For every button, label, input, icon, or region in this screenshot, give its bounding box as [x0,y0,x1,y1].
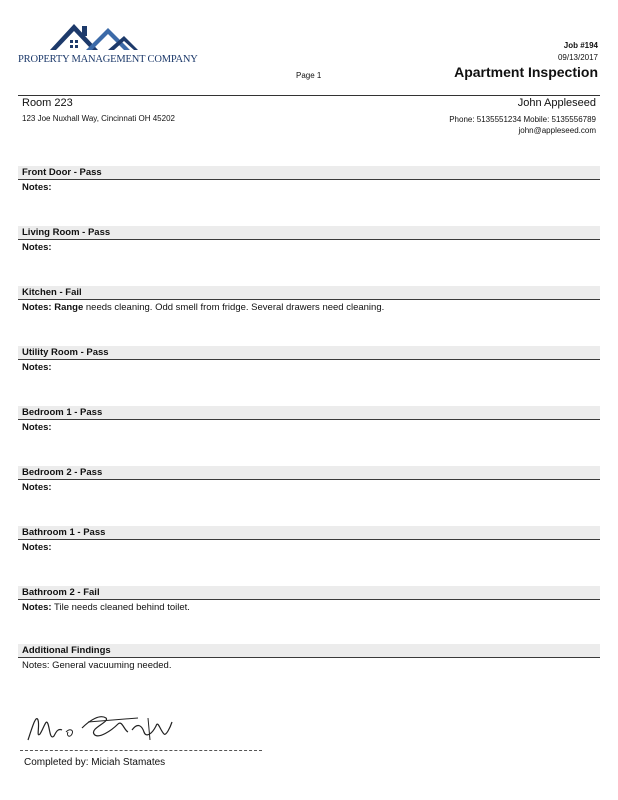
notes-label: Notes: [22,482,52,493]
house-roofs-icon [48,18,140,52]
notes-highlight: Range [54,302,84,313]
section-title: Utility Room - Pass [18,346,600,360]
signature-image [20,700,180,748]
section-utility-room [18,346,600,386]
section-bedroom-1 [18,406,600,446]
job-info [558,40,598,64]
section-title: Living Room - Pass [18,226,600,240]
section-notes [18,361,600,375]
notes-label: Notes: [22,362,52,373]
section-title: Bedroom 1 - Pass [18,406,600,420]
contact-block [449,97,596,136]
document-title: Apartment Inspection [454,64,598,80]
notes-label: Notes: [22,422,52,433]
section-notes [18,481,600,495]
section-notes [18,241,600,255]
section-front-door [18,166,600,206]
section-title: Bathroom 2 - Fail [18,586,600,600]
company-logo [18,18,198,72]
signature-line [20,750,262,751]
section-notes [18,601,600,615]
notes-text: Tile needs cleaned behind toilet. [54,602,190,613]
section-notes [18,181,600,195]
section-title: Bedroom 2 - Pass [18,466,600,480]
room-name: Room 223 [22,97,73,109]
notes-label: Notes: [22,602,52,613]
section-title: Bathroom 1 - Pass [18,526,600,540]
notes-label: Notes: [22,302,52,313]
section-notes [18,541,600,555]
section-title: Kitchen - Fail [18,286,600,300]
section-bathroom-1 [18,526,600,566]
section-notes [18,421,600,435]
section-bathroom-2 [18,586,600,626]
section-title: Additional Findings [18,644,600,658]
header-divider [18,95,600,96]
notes-text: needs cleaning. Odd smell from fridge. Several drawers need cleaning. [85,302,385,313]
notes-text: General vacuuming needed. [52,660,172,671]
section-living-room [18,226,600,266]
section-additional-findings [18,644,600,684]
contact-phones: Phone: 5135551234 Mobile: 5135556789 [449,115,596,124]
notes-label: Notes: [22,542,52,553]
property-address: 123 Joe Nuxhall Way, Cincinnati OH 45202 [22,114,175,123]
job-number: Job #194 [563,41,598,50]
section-bedroom-2 [18,466,600,506]
section-title: Front Door - Pass [18,166,600,180]
section-notes [18,301,600,315]
inspection-date: 09/13/2017 [557,53,598,62]
notes-label: Notes: [22,242,52,253]
page-number: Page 1 [296,71,322,80]
contact-email: john@appleseed.com [518,126,596,135]
contact-name: John Appleseed [517,97,596,109]
notes-label: Notes: [22,660,50,671]
notes-label: Notes: [22,182,52,193]
company-name: PROPERTY MANAGEMENT COMPANY [18,54,198,65]
completed-by: Completed by: Miciah Stamates [24,757,166,768]
section-notes [18,659,600,673]
section-kitchen [18,286,600,326]
